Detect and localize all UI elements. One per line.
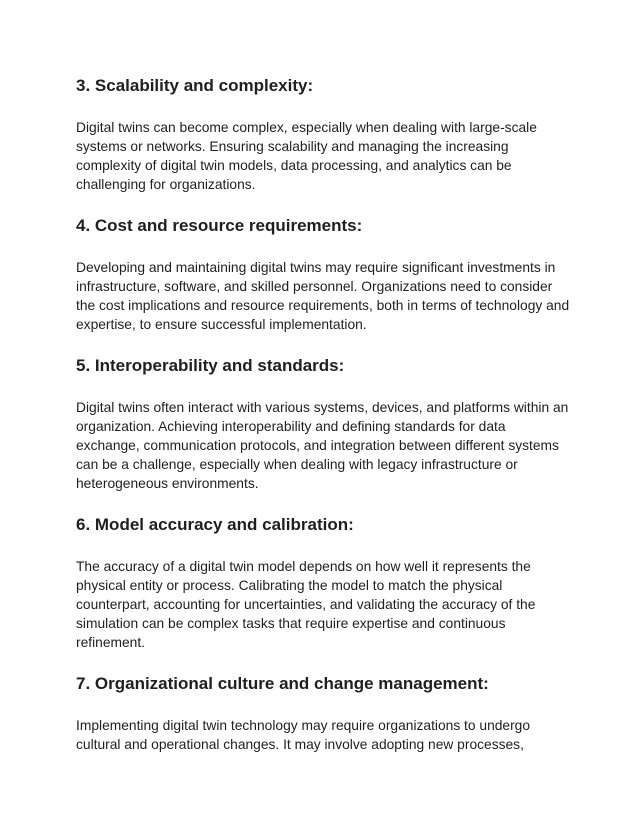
paragraph-line: infrastructure, software, and skilled personnel. Organizations need to consider [76, 279, 553, 294]
section-heading: 3. Scalability and complexity: [76, 76, 314, 95]
paragraph-line: refinement. [76, 635, 146, 650]
section-heading: 4. Cost and resource requirements: [76, 216, 363, 235]
paragraph-line: cultural and operational changes. It may involve adopting new processes, [76, 737, 524, 752]
paragraph-line: Digital twins often interact with various systems, devices, and platforms within an [76, 400, 569, 415]
section-paragraph [76, 716, 576, 754]
paragraph-line: complexity of digital twin models, data processing, and analytics can be [76, 158, 512, 173]
paragraph-line: the cost implications and resource requirements, both in terms of technology and [76, 298, 570, 313]
paragraph-line: can be a challenge, especially when dealing with legacy infrastructure or [76, 457, 518, 472]
section-cost-resources [76, 214, 576, 334]
section-heading: 7. Organizational culture and change management: [76, 674, 489, 693]
paragraph-line: expertise, to ensure successful implementation. [76, 317, 367, 332]
section-paragraph [76, 557, 576, 652]
paragraph-line: systems or networks. Ensuring scalability and managing the increasing [76, 139, 509, 154]
section-scalability [76, 74, 576, 194]
section-organizational-culture [76, 672, 576, 754]
paragraph-line: physical entity or process. Calibrating the model to match the physical [76, 578, 503, 593]
paragraph-line: exchange, communication protocols, and integration between different systems [76, 438, 559, 453]
paragraph-line: counterpart, accounting for uncertainties, and validating the accuracy of the [76, 597, 536, 612]
paragraph-line: simulation can be complex tasks that require expertise and continuous [76, 616, 506, 631]
section-paragraph [76, 398, 576, 493]
section-heading: 6. Model accuracy and calibration: [76, 515, 354, 534]
paragraph-line: challenging for organizations. [76, 177, 256, 192]
section-paragraph [76, 118, 576, 194]
section-heading: 5. Interoperability and standards: [76, 356, 345, 375]
paragraph-line: organization. Achieving interoperability and defining standards for data [76, 419, 506, 434]
paragraph-line: Developing and maintaining digital twins may require significant investments in [76, 260, 556, 275]
document-content [76, 74, 576, 774]
paragraph-line: Implementing digital twin technology may require organizations to undergo [76, 718, 531, 733]
section-model-accuracy [76, 513, 576, 652]
section-paragraph [76, 258, 576, 334]
section-interoperability [76, 354, 576, 493]
paragraph-line: heterogeneous environments. [76, 476, 259, 491]
paragraph-line: Digital twins can become complex, especially when dealing with large-scale [76, 120, 537, 135]
paragraph-line: The accuracy of a digital twin model depends on how well it represents the [76, 559, 531, 574]
